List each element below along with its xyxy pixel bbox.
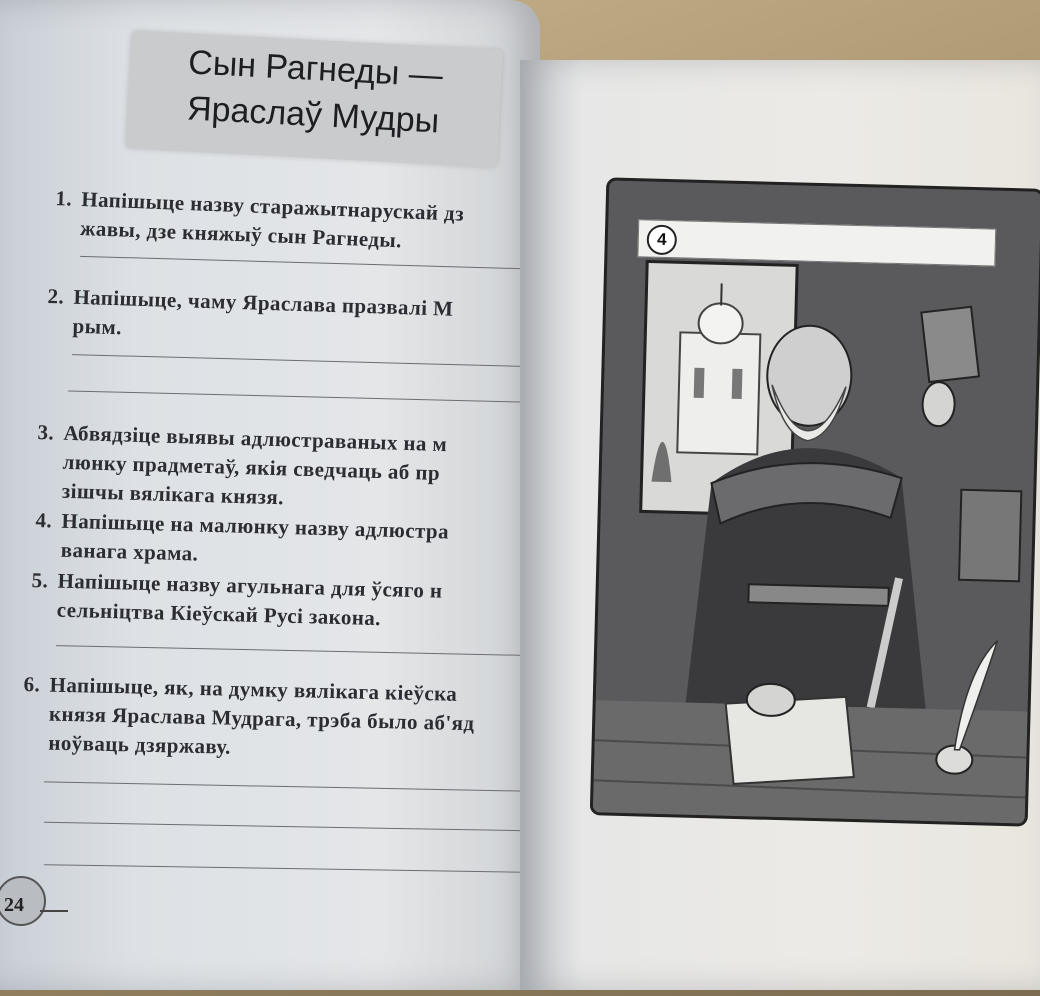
page-number: 24 [4, 894, 24, 916]
task-number: 3. [37, 419, 55, 445]
task-text: ванага храма. [60, 537, 199, 566]
task-6 [22, 670, 530, 768]
answer-line[interactable] [44, 822, 524, 831]
answer-line[interactable] [56, 645, 526, 656]
task-text: ноўваць дзяржаву. [48, 730, 232, 759]
task-text: жавы, дзе княжыў сын Рагнеды. [79, 215, 403, 253]
task-text: зішчы вялікага князя. [61, 478, 285, 510]
task-text: люнку прадметаў, якія сведчаць аб пр [62, 449, 441, 485]
answer-line[interactable] [44, 864, 524, 873]
task-number: 5. [31, 567, 49, 593]
task-1 [54, 184, 526, 260]
task-4 [34, 506, 525, 578]
task-text: Напішыце назву агульнага для ўсяго н [57, 568, 443, 603]
prince-hand-raised [922, 382, 955, 427]
task-text: сельніцтва Кіеўскай Русі закона. [56, 597, 382, 631]
answer-line[interactable] [44, 781, 524, 791]
church-window [694, 368, 705, 398]
church-window [732, 369, 743, 399]
page-number-tick [40, 910, 68, 912]
church-dome [698, 303, 743, 344]
task-2 [46, 282, 526, 355]
chapter-title-line-1: Сын Рагнеды — [187, 43, 444, 95]
task-number: 6. [23, 671, 41, 697]
task-number: 1. [55, 185, 73, 211]
prince-head [766, 325, 853, 427]
task-text: Абвядзіце выявы адлюстраваных на м [63, 420, 448, 457]
prince-belt [748, 584, 888, 606]
chapter-title-box [125, 30, 503, 167]
chapter-title-line-2: Яраслаў Мудры [186, 89, 441, 141]
answer-line[interactable] [80, 256, 520, 269]
picture-number: 4 [646, 224, 677, 255]
illustration-drawing [593, 180, 1040, 823]
task-number: 4. [35, 507, 53, 533]
task-number: 2. [47, 283, 65, 309]
church-body [677, 332, 760, 454]
task-text: рым. [72, 313, 123, 340]
chest [959, 490, 1021, 582]
task-3 [35, 418, 525, 519]
church-cross [721, 283, 722, 305]
task-text: Напішыце на малюнку назву адлюстра [61, 508, 450, 544]
answer-line[interactable] [72, 354, 522, 367]
illustration-yaroslav [590, 177, 1040, 826]
answer-line[interactable] [68, 390, 522, 402]
task-5 [30, 566, 525, 637]
task-text: князя Яраслава Мудрага, трэба было аб'яд [48, 701, 475, 736]
prince-hand-scroll [746, 683, 795, 716]
book [921, 307, 979, 382]
task-text: Напішыце, як, на думку вялікага кіеўска [49, 672, 458, 706]
task-text: Напішыце назву старажытнарускай дз [80, 186, 465, 226]
task-text: Напішыце, чаму Яраслава празвалі М [73, 284, 454, 321]
